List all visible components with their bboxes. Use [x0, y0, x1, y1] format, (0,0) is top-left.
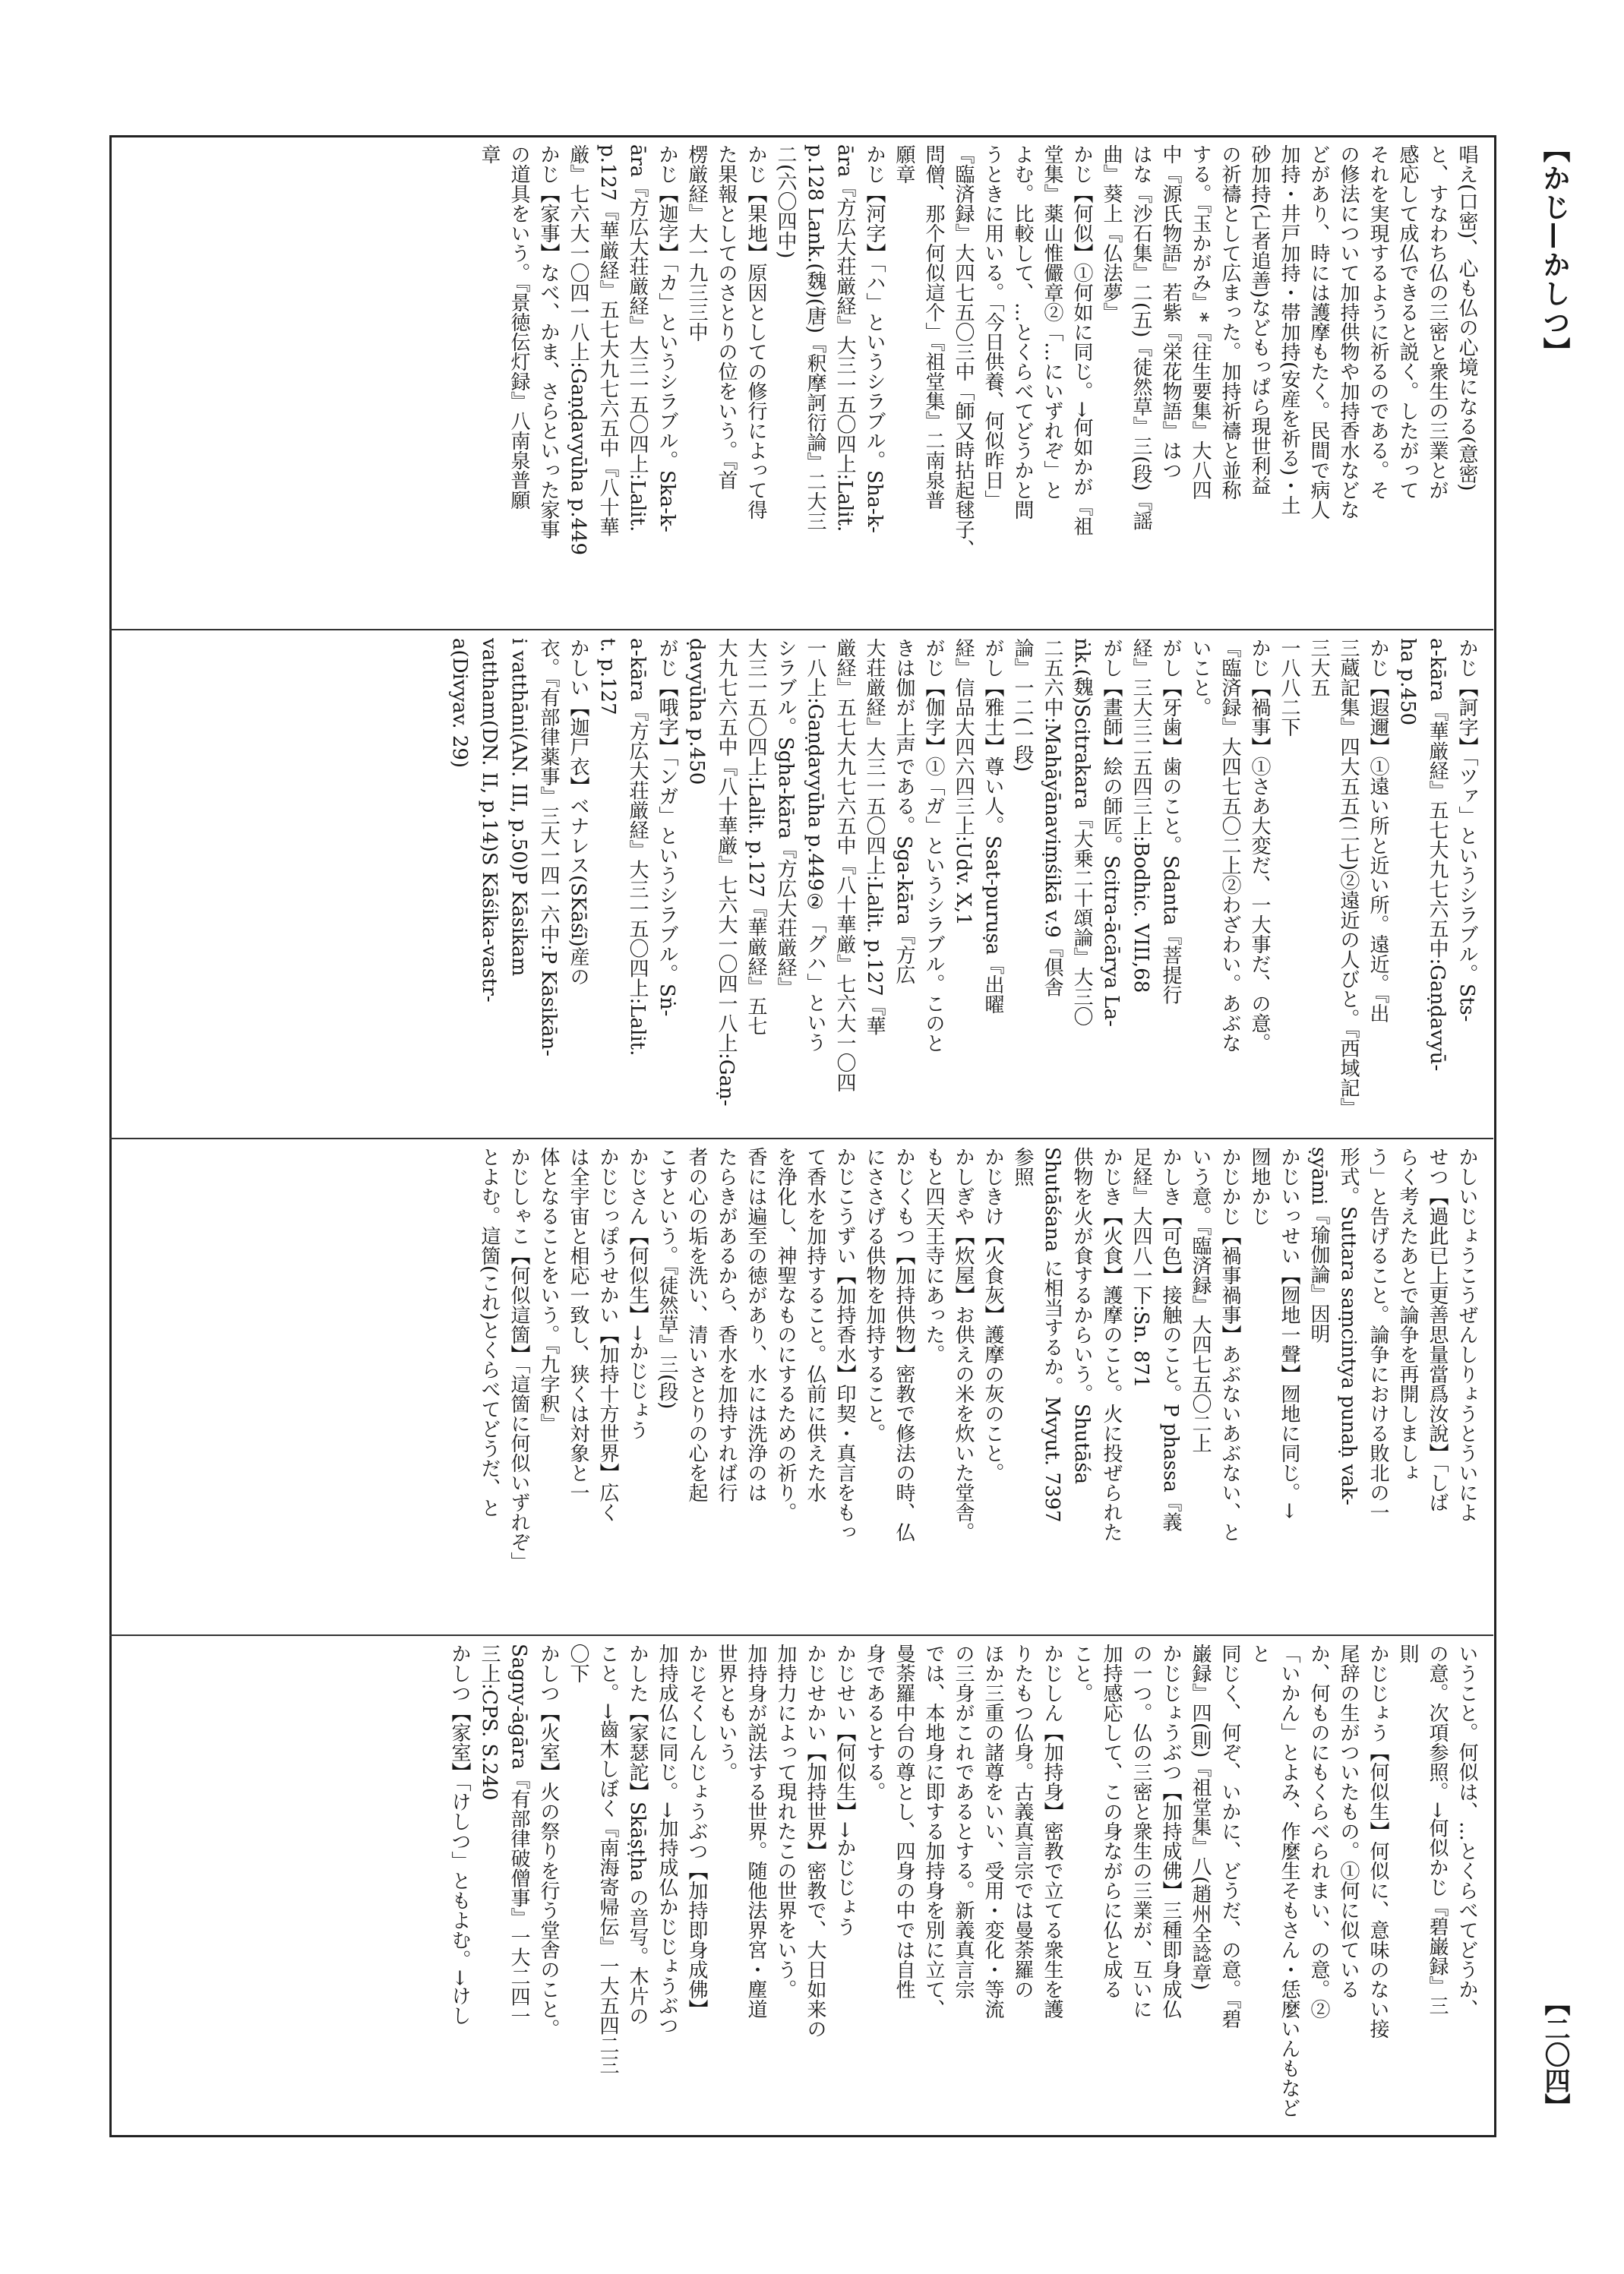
entry-line: する。『玉かがみ』*『往生要集』大八四 [1189, 144, 1212, 500]
entry-headline: かじしゃこ【何似這箇】「這箇に何似いずれぞ」 [507, 1147, 530, 1571]
entry-line: と、すなわち仏の三密と衆生の三業とが [1426, 144, 1449, 500]
entry-line: 衣。『有部律薬事』三大一四一六中:P Kāsikān- [537, 638, 560, 1056]
entry-line: よむ。比較して、…とくらべてどうかと問 [1011, 144, 1034, 520]
entry-line: āra『方広大荘厳経』大三一五〇四上:Lalit. [833, 144, 856, 532]
entry-line: 大荘厳経』大三一五〇四上:Lalit. p.127『華 [863, 638, 886, 1036]
entry-line: たらきがあるから、香水を加持すれば行 [715, 1147, 738, 1502]
entry-line: 体となることをいう。『九字釈』 [537, 1147, 560, 1433]
entry-line: の修法について加持供物や加持香水などな [1337, 144, 1360, 520]
entry-line: 「いかん」とよみ、作麼生そもさん・恁麼いんもなどと [1248, 1644, 1300, 2118]
entry-headline: かしい【迦尸衣】ベナレス(SKāśī)産の [567, 638, 589, 987]
entry-line: とよむ。這箇(これ)とくらべてどうだ、と [478, 1147, 501, 1518]
entry-line: 加持・井戸加持・帯加持(安産を祈る)・土 [1278, 144, 1300, 516]
entry-line: 章 [478, 144, 501, 164]
entry-headline: かじじょう【何似生】何似に、意味のない接 [1366, 1644, 1389, 2039]
entry-line: の道具をいう。『景徳伝灯録』八南泉普願 [507, 144, 530, 510]
entry-line: 二(六〇四中) [774, 144, 797, 259]
entry-line: 砂加持(亡者追善)などもっぱら現世利益 [1248, 144, 1271, 496]
entry-line: ṣyāmi『瑜伽論』因明 [1307, 1147, 1330, 1344]
entry-headline: かじじょうぶつ【加持成佛】三種即身成仏 [1159, 1644, 1182, 2019]
entry-headline: かじいっせい【囫地一聲】囫地に同じ。→ [1278, 1147, 1300, 1519]
entry-line: 巌録』四(則)『祖堂集』八(趙州全諗章) [1189, 1644, 1212, 1991]
entry-line: どがあり、時には護摩もたく。民間で病人 [1307, 144, 1330, 520]
entry-line: た果報としてのさとりの位をいう。『首 [715, 144, 738, 490]
entry-headline: かじきけ【火食灰】護摩の灰のこと。 [981, 1147, 1004, 1483]
entry-line: 曼荼羅中台の尊とし、四身の中では自性 [893, 1644, 915, 1999]
entry-line: 形式。Suttara saṃcintya punaḥ vak- [1337, 1147, 1360, 1506]
entry-line: 身であるとする。 [863, 1644, 886, 1802]
entry-line: うときに用いる。「今日供養、何似昨日」 [981, 144, 1004, 510]
entry-line: 厳経』五七大九七六五中『八十華厳』七六大一〇四 [833, 638, 856, 1092]
entry-headline: がじ【伽字】①「ガ」というシラブル。このと [922, 638, 945, 1053]
entry-headline: かじせい【何似生】→かじじょう [833, 1644, 856, 1937]
tier-divider-1 [109, 629, 1493, 630]
entry-headline: かしつ【家室】「けしつ」ともよむ。→けし [448, 1644, 471, 2026]
entry-line: 中『源氏物語』若紫『栄花物語』はつ [1159, 144, 1182, 480]
entry-line: 囫地かじ [1248, 1147, 1271, 1226]
entry-line: p.128 Lank.(魏)(唐)『釈摩訶衍論』二大三 [804, 144, 826, 531]
entry-line: ha p.450 [1396, 638, 1419, 726]
entry-line: の意。次項参照。→何似かじ『碧巌録』三 [1426, 1644, 1449, 2016]
entry-headline: かしき【可色】接触のこと。P phassa『義 [1159, 1147, 1182, 1532]
column-top [122, 144, 1481, 621]
entry-line: 一八上:Gaṇḍavyūha p.449②「グハ」という [804, 638, 826, 1053]
entry-line: 加持力によって現れたこの世界をいう。 [774, 1644, 797, 1999]
entry-headline: かじ【果地】原因としての修行によって得 [744, 144, 767, 520]
entry-line: 論』一二(一段) [1011, 638, 1034, 772]
entry-line: 一八八二下 [1278, 638, 1300, 737]
entry-headline: かじくもつ【加持供物】密教で修法の時、仏 [893, 1147, 915, 1542]
entry-line: の一つ。仏の三密と衆生の三業が、互いに [1130, 1644, 1152, 2019]
entry-line: 曲』葵上『仏法夢』 [1100, 144, 1123, 322]
entry-line: Sagny-āgāra『有部律破僧事』一大二四一 [507, 1644, 530, 2026]
entry-headline: 唱え(口密)、心も仏の心境になる(意密) [1455, 144, 1478, 491]
entry-headline: かじじっぽうせかい【加持十方世界】広く [596, 1147, 619, 1522]
entry-line: p.127『華厳経』五七大九七六五中『八十華 [596, 144, 619, 537]
entry-line: 香には遍至の徳があり、水には洗浄のは [744, 1147, 767, 1502]
entry-headline: かじき【火食】護摩のこと。火に投ぜられた [1100, 1147, 1123, 1542]
entry-line: では、本地身に即する加持身を別に立て、 [922, 1644, 945, 2019]
entry-line: ṅk.(魏)Scitrakara『大乗二十頌論』大三〇 [1070, 638, 1093, 1027]
entry-headline: かじ【遐邇】①遠い所と近い所。遠近。『出 [1366, 638, 1389, 1023]
entry-line: 加持身が説法する世界。随他法界宮・塵道 [744, 1644, 767, 2019]
entry-headline: かじそくしんじょうぶつ【加持即身成佛】 [685, 1644, 708, 2019]
page-number: 【二〇四】 [1540, 1990, 1570, 2119]
entry-line: 感応して成仏できると説く。したがって [1396, 144, 1419, 500]
entry-line: の三身がこれであるとする。新義真言宗 [952, 1644, 975, 1999]
entry-line: 三蔵記集』四大五五(二七)②遠近の人びと。『西域記』三大五 [1307, 638, 1360, 1118]
column-bottom [122, 1644, 1481, 2125]
entry-headline: かしぎや【炊屋】お供えの米を炊いた堂舎。 [952, 1147, 975, 1542]
entry-line: 加持感応して、この身ながらに仏と成る [1100, 1644, 1123, 1999]
entry-line: 問僧、那个何似這个」『祖堂集』二南泉普 [922, 144, 945, 510]
entry-line: 世界ともいう。 [715, 1644, 738, 1782]
entry-line: りたもつ仏身。古義真言宗では曼荼羅の [1011, 1644, 1034, 1999]
entry-headline: かじ【家事】なべ、かま、さらといった家事 [537, 144, 560, 539]
entry-line: う」と告げること。論争における敗北の一 [1366, 1147, 1389, 1522]
entry-line: i vatthāni(AN. III, p.50)P Kāsikam [507, 638, 530, 977]
entry-line: ほか三重の諸尊をいい、受用・変化・等流 [981, 1644, 1004, 2019]
entry-line: 三上:CPS. S.240 [478, 1644, 501, 1801]
entry-line: ḍavyūha p.450 [685, 638, 708, 785]
entry-line: a-kāra『方広大荘厳経』大三一五〇四上:Lalit. [626, 638, 649, 1056]
entry-line: それを実現するように祈るのである。そ [1366, 144, 1389, 500]
entry-headline: かじ【禍事】①さあ大変だ、一大事だ、の意。 [1248, 638, 1271, 1053]
entry-line: 『臨済録』大四七五〇二上②わざわい。あぶな [1218, 638, 1241, 1053]
entry-line: て香水を加持すること。仏前に供えた水 [804, 1147, 826, 1502]
column-third [122, 1147, 1481, 1627]
entry-line: 者の心の垢を洗い、清いさとりの心を起 [685, 1147, 708, 1502]
entry-line: こと。 [1070, 1644, 1093, 1703]
column-second [122, 638, 1481, 1130]
entry-line: 『臨済録』大四七五〇三中「師又時拈起毬子、 [952, 144, 975, 559]
entry-line: らく考えたあとで論争を再開しましょ [1396, 1147, 1419, 1483]
entry-line: t. p.127 [596, 638, 619, 715]
entry-line: 参照 [1011, 1147, 1034, 1186]
entry-line: 大九七六五中『八十華厳』七六大一〇四一八上:Gaṇ- [715, 638, 738, 1107]
entry-headline: かじ【何似】①何如に同じ。→何如かが『祖 [1070, 144, 1093, 536]
entry-headline: いうこと。何似は、…とくらべてどうか、 [1455, 1644, 1478, 2019]
entry-line: こと。→齒木しぼく『南海寄帰伝』一大五四二三 [596, 1644, 619, 2075]
tier-divider-3 [109, 1634, 1493, 1636]
entry-line: いう意。『臨済録』大四七五〇二上 [1189, 1147, 1212, 1453]
entry-line: は全宇宙と相応一致し、狭くは対象と一 [567, 1147, 589, 1502]
entry-line: 楞厳経』大一九三三中 [685, 144, 708, 342]
entry-headline: かじ【迦字】「カ」というシラブル。Ska-k- [656, 144, 678, 532]
entry-line: a(Divyav. 29) [448, 638, 471, 769]
entry-line: を浄化し、神聖なものにするための祈り。 [774, 1147, 797, 1522]
entry-line: āra『方広大荘厳経』大三一五〇四上:Lalit. [626, 144, 649, 532]
entry-line: いこと。 [1189, 638, 1212, 717]
entry-headline: かじこうずい【加持香水】印契・真言をもっ [833, 1147, 856, 1542]
entry-line: 堂集』薬山惟儼章②「…にいずれぞ」と [1041, 144, 1063, 500]
entry-headline: がし【畫師】絵の師匠。Scitra-ācārya La- [1100, 638, 1123, 1027]
entry-line: Shutāśana に相当するか。Mvyut. 7397 [1041, 1147, 1063, 1523]
entry-headline: かじ【訶字】「ツァ」というシラブル。Sts- [1455, 638, 1478, 1022]
entry-line: か、何ものにもくらべられまい、の意。② [1307, 1644, 1330, 2019]
entry-headline: かじさん【何似生】→かじじょう [626, 1147, 649, 1440]
entry-headline: かじせかい【加持世界】密教で、大日如来の [804, 1644, 826, 2039]
entry-line: せつ【過此已上更善思量當爲汝說】「しば [1426, 1147, 1449, 1512]
entry-line: 二五六中:Mahāyānaviṃśikā v.9『倶舎 [1041, 638, 1063, 997]
entry-headline: がし【牙歯】歯のこと。Sdanta『菩提行 [1159, 638, 1182, 1005]
entry-line: 同じく、何ぞ、いかに、どうだ、の意。『碧 [1218, 1644, 1241, 2029]
running-head: 【かじ—かしつ】 [1539, 135, 1570, 366]
entry-line: にささげる供物を加持すること。 [863, 1147, 886, 1443]
entry-line: a-kāra『華厳経』五七大九七六五中:Gaṇḍavyū- [1426, 638, 1449, 1072]
tier-divider-2 [109, 1138, 1493, 1139]
entry-line: 経』三大三二五四三上:Bodhic. VIII,68 [1130, 638, 1152, 993]
entry-line: 加持成仏に同じ。→加持成仏かじじょうぶつ [656, 1644, 678, 2036]
entry-headline: がじ【哦字】「ンガ」というシラブル。Sṅ- [656, 638, 678, 1017]
entry-line: 供物を火が食するからいう。Shutāśa [1070, 1147, 1093, 1485]
entry-line: 大三一五〇四上:Lalit. p.127『華厳経』五七 [744, 638, 767, 1036]
entry-headline: かじ【河字】「ハ」というシラブル。Sha-k- [863, 144, 886, 533]
entry-line: 足経』大四八一下:Sn. 871 [1130, 1147, 1152, 1388]
entry-line: こすという。『徒然草』三(段) [656, 1147, 678, 1410]
entry-headline: がし【雅士】尊い人。Ssat-puruṣa『出曜 [981, 638, 1004, 1015]
entry-line: vattham(DN. II, p.14)S Kāśika-vastr- [478, 638, 501, 1003]
entry-headline: かじかじ【禍事禍事】あぶないあぶない、と [1218, 1147, 1241, 1542]
entry-line: 経』信品大四六四三上:Udv. X,1 [952, 638, 975, 926]
entry-line: もと四天王寺にあった。 [922, 1147, 945, 1364]
entry-line: シラブル。Sgha-kāra『方広大荘厳経』 [774, 638, 797, 997]
entry-headline: かじしん【加持身】密教で立てる衆生を護 [1041, 1644, 1063, 2019]
entry-line: 則 [1396, 1644, 1419, 1663]
entry-headline: かした【家瑟詑】Skāṣṭha の音写。木片の [626, 1644, 649, 2026]
entry-line: の祈禱として広まった。加持祈禱と並称 [1218, 144, 1241, 500]
entry-headline: かしいじょうこうぜんしりょうとういによ [1455, 1147, 1478, 1522]
entry-line: はな『沙石集』二(五)『徒然草』三(段)『謡 [1130, 144, 1152, 531]
entry-line: きは伽が上声である。Sga-kāra『方広 [893, 638, 915, 984]
entry-line: 厳』七六大一〇四一八上:Gaṇḍavyūha p.449 [567, 144, 589, 556]
entry-line: 〇下 [567, 1644, 589, 1683]
entry-line: 願章 [893, 144, 915, 184]
entry-headline: かしつ【火室】火の祭りを行う堂舎のこと。 [537, 1644, 560, 2039]
entry-line: 尾辞の生がついたもの。①何に似ている [1337, 1644, 1360, 1999]
